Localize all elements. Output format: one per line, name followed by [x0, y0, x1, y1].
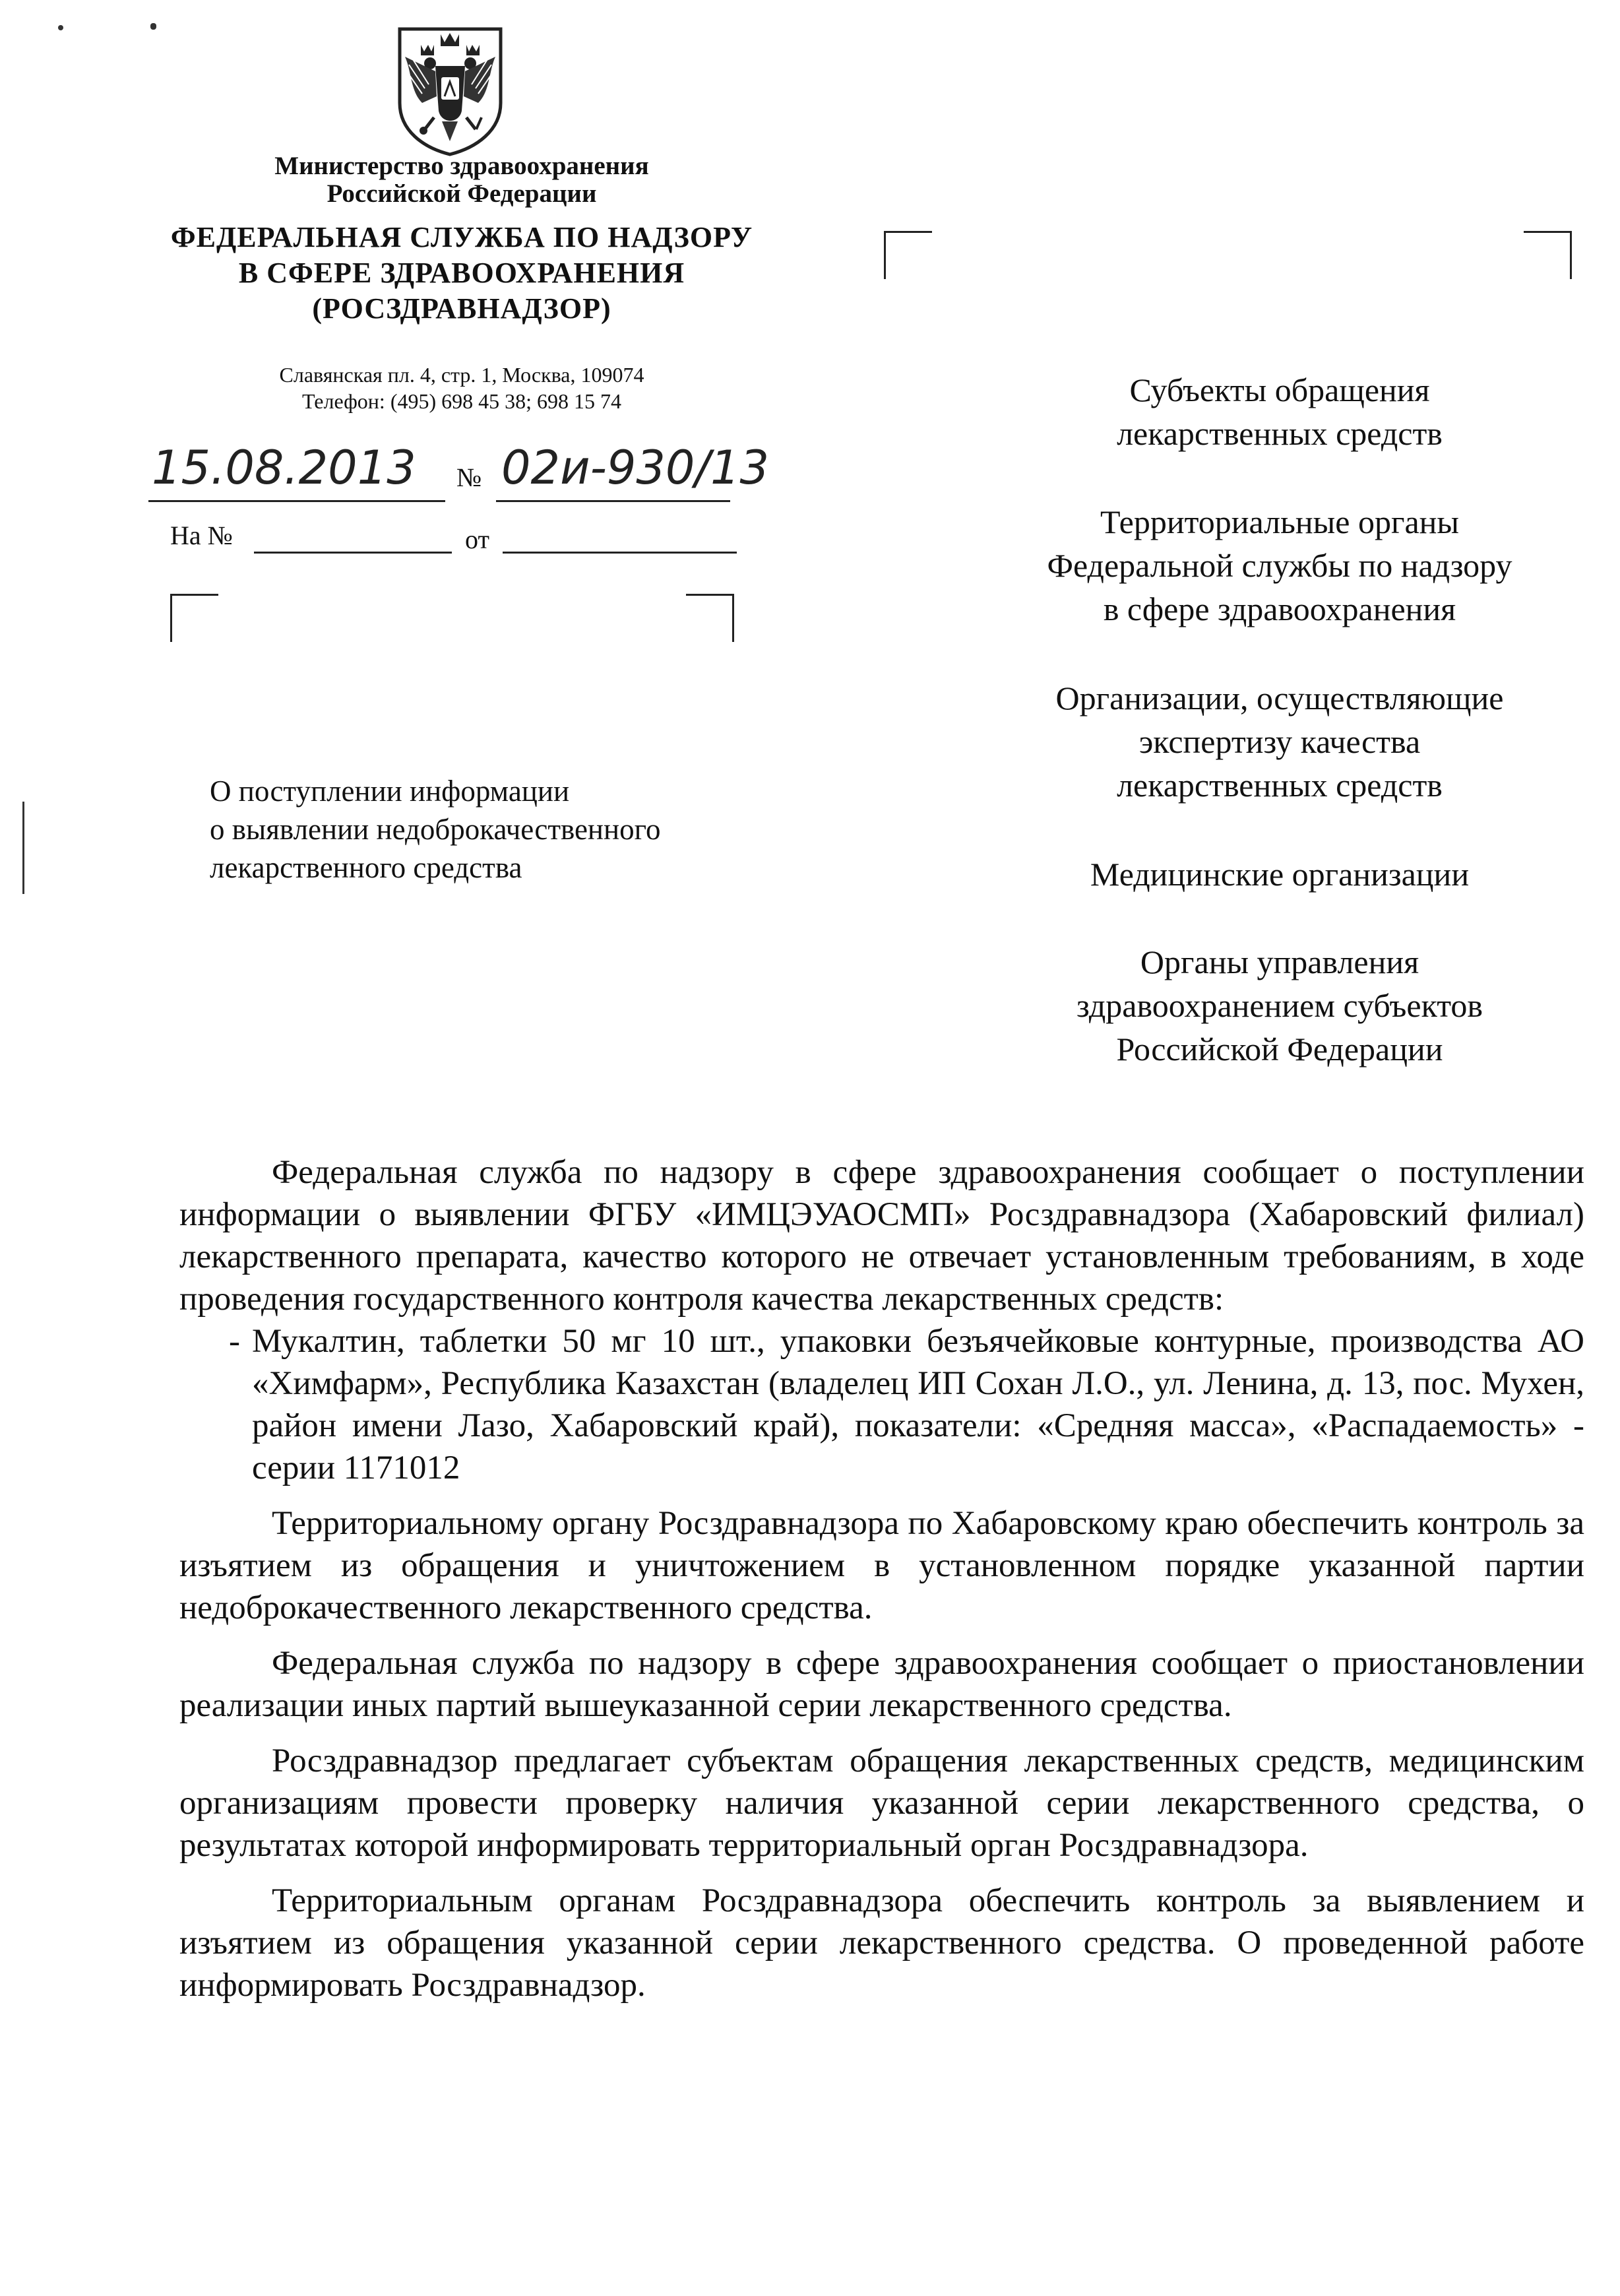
addressee-line: Медицинские организации: [1090, 856, 1470, 893]
addressee-line: лекарственных средств: [1117, 767, 1443, 804]
address-field-corner-top-right: [1524, 231, 1572, 279]
address-field-corner-top-left: [884, 231, 932, 279]
reply-to-number-label: На №: [170, 521, 233, 550]
addressee-territorial-bodies: [976, 500, 1583, 631]
addressee-line: Организации, осуществляющие: [1055, 680, 1504, 717]
addressee-quality-expert-organizations: [976, 676, 1583, 807]
addressee-line: Федеральной службы по надзору: [1047, 547, 1512, 584]
body-paragraph-4: Росздравнадзор предлагает субъектам обращения лекарственных средств, медицинским организациям провести проверку наличия указанной серии лекарственного средства, о результатах которой информировать территориальный орган Росздравнадзора.: [179, 1742, 1584, 1864]
scan-speck: [58, 25, 63, 30]
date-underline: [148, 500, 445, 502]
ministry-name-line-2: Российской Федерации: [327, 179, 597, 208]
letter-subject: [210, 772, 803, 887]
defective-drug-description: Мукалтин, таблетки 50 мг 10 шт., упаковки безъячейковые контурные, производства АО «Химфарм», Республика Казахстан (владелец ИП Сохан Л.О., ул. Ленина, д. 13, пос. Мухен, район имени Лазо, Хабаровский край), показатели: «Средняя масса», «Распадаемость» - серии 1171012: [252, 1323, 1584, 1486]
subject-field-corner-top-left: [170, 594, 218, 642]
number-label: №: [456, 462, 482, 492]
agency-phone: Телефон: (495) 698 45 38; 698 15 74: [301, 389, 622, 413]
reply-number-blank: [254, 552, 452, 554]
scan-speck: [150, 23, 156, 30]
body-paragraph-5: Территориальным органам Росздравнадзора обеспечить контроль за выявлением и изъятием из обращения указанной серии лекарственного средства. О проведенной работе информировать Росздравнадзор.: [179, 1882, 1584, 2004]
coat-of-arms-emblem-icon: [396, 25, 505, 157]
body-paragraph-1: Федеральная служба по надзору в сфере здравоохранения сообщает о поступлении информации о выявлении ФГБУ «ИМЦЭУАОСМП» Росздравнадзора (Хабаровский филиал) лекарственного препарата, качество которого не отвечает установленным требованиям, в ходе проведения государственного контроля качества лекарственных средств:: [179, 1154, 1584, 1318]
addressee-line: Российской Федерации: [1116, 1031, 1443, 1068]
body-paragraph-3: Федеральная служба по надзору в сфере здравоохранения сообщает о приостановлении реализации иных партий вышеуказанной серии лекарственного средства.: [179, 1645, 1584, 1724]
addressee-regional-health-authorities: [976, 940, 1583, 1071]
agency-name-line-2: В СФЕРЕ ЗДРАВООХРАНЕНИЯ: [238, 257, 685, 289]
addressee-line: в сфере здравоохранения: [1103, 590, 1456, 627]
subject-line-1: О поступлении информации: [210, 775, 570, 808]
addressee-line: Территориальные органы: [1100, 503, 1460, 540]
scan-edge-mark: [22, 802, 24, 894]
letter-body: [179, 1151, 1584, 2006]
number-underline: [496, 500, 730, 502]
agency-name-line-3: (РОСЗДРАВНАДЗОР): [312, 292, 611, 325]
letter-number: 02и-930/13: [501, 441, 770, 495]
addressee-drug-circulation-subjects: [976, 368, 1583, 455]
addressee-line: здравоохранением субъектов: [1076, 987, 1483, 1024]
agency-address: Славянская пл. 4, стр. 1, Москва, 109074: [279, 363, 644, 387]
addressee-line: Субъекты обращения: [1129, 371, 1430, 408]
ministry-name-line-1: Министерство здравоохранения: [274, 152, 649, 180]
list-bullet-dash: -: [229, 1323, 240, 1360]
defective-drug-list-item: [179, 1320, 1584, 1489]
subject-line-2: о выявлении недоброкачественного: [210, 813, 661, 846]
body-paragraph-2: Территориальному органу Росздравнадзора по Хабаровскому краю обеспечить контроль за изъятием из обращения и уничтожением в установленном порядке указанной партии недоброкачественного лекарственного средства.: [179, 1505, 1584, 1626]
addressee-line: экспертизу качества: [1138, 723, 1421, 760]
reply-date-blank: [503, 552, 737, 554]
addressee-medical-organizations: [976, 852, 1583, 896]
subject-field-corner-top-right: [686, 594, 734, 642]
addressee-line: лекарственных средств: [1117, 415, 1443, 452]
letter-date: 15.08.2013: [152, 441, 416, 495]
reply-from-label: от: [465, 525, 489, 554]
subject-line-3: лекарственного средства: [210, 851, 522, 884]
agency-name-line-1: ФЕДЕРАЛЬНАЯ СЛУЖБА ПО НАДЗОРУ: [170, 221, 753, 253]
addressee-line: Органы управления: [1140, 943, 1419, 980]
